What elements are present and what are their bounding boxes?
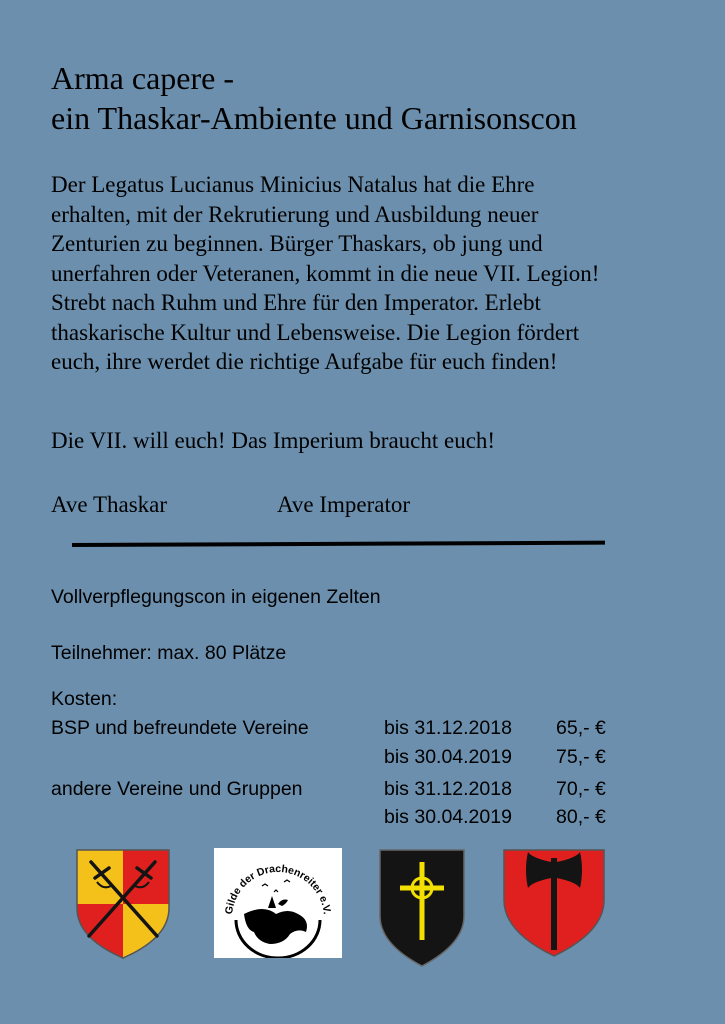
title-line-1: Arma capere - [51, 60, 234, 96]
cost-price: 75,- € [556, 746, 606, 768]
cost-date: bis 30.04.2019 [384, 746, 512, 768]
intro-line: Der Legatus Lucianus Minicius Natalus hat die Ehre [51, 172, 535, 197]
gilde-logo-text: Gilde der Drachenreiter e.V. [223, 862, 333, 916]
cost-price: 70,- € [556, 778, 606, 800]
ave-imperator: Ave Imperator [277, 492, 411, 517]
double-axe-shield-icon [502, 848, 606, 958]
intro-line: euch, ihre werdet die richtige Aufgabe für euch finden! [51, 349, 558, 374]
cost-group: BSP und befreundete Vereine [51, 717, 309, 739]
crossed-swords-shield-icon [75, 848, 171, 960]
divider-line [72, 541, 605, 547]
cost-price: 80,- € [556, 806, 606, 828]
cost-date: bis 31.12.2018 [384, 717, 512, 739]
intro-line: unerfahren oder Veteranen, kommt in die neue VII. Legion! [51, 260, 600, 286]
slogan: Die VII. will euch! Das Imperium braucht euch! [51, 428, 496, 453]
intro-line: erhalten, mit der Rekrutierung und Ausbildung neuer [51, 201, 539, 227]
participants-info: Teilnehmer: max. 80 Plätze [51, 642, 287, 664]
intro-line: thaskarische Kultur und Lebensweise. Die Legion fördert [51, 319, 580, 345]
intro-line: Strebt nach Ruhm und Ehre für den Imperator. Erlebt [51, 290, 541, 315]
intro-paragraph [51, 170, 711, 377]
cost-date: bis 30.04.2019 [384, 806, 512, 828]
catering-info: Vollverpflegungscon in eigenen Zelten [51, 586, 381, 608]
cost-group: andere Vereine und Gruppen [51, 778, 303, 800]
page-title [51, 58, 577, 138]
intro-line: Zenturien zu beginnen. Bürger Thaskars, ob jung und [51, 231, 543, 256]
cost-price: 65,- € [556, 717, 606, 739]
ave-thaskar: Ave Thaskar [51, 492, 168, 517]
cost-date: bis 31.12.2018 [384, 778, 512, 800]
costs-label: Kosten: [51, 688, 118, 710]
celtic-cross-shield-icon [378, 848, 466, 968]
gilde-drachenreiter-logo [214, 848, 342, 958]
title-line-2: ein Thaskar-Ambiente und Garnisonscon [51, 100, 577, 136]
